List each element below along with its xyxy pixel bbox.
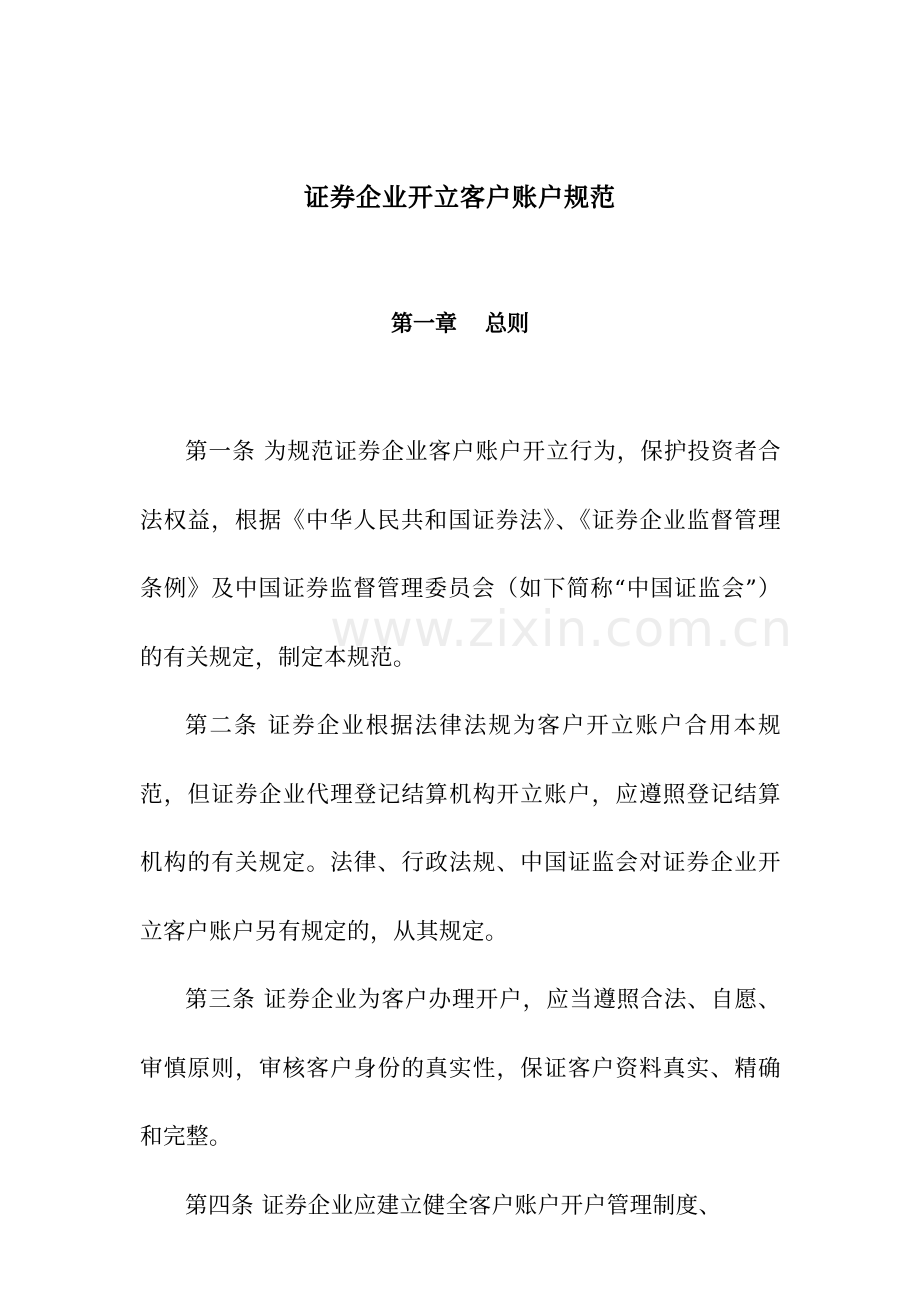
article-1-paragraph: 第一条 为规范证券企业客户账户开立行为，保护投资者合法权益，根据《中华人民共和国证券法》、《证券企业监督管理条例》及中国证券监督管理委员会（如下简称“中国证监会”）的有关规定，制定本规范。 <box>140 439 781 671</box>
article-2-paragraph: 第二条 证券企业根据法律法规为客户开立账户合用本规范，但证券企业代理登记结算机构开立账户，应遵照登记结算机构的有关规定。法律、行政法规、中国证监会对证券企业开立客户账户另有规定的，从其规定。 <box>140 713 781 945</box>
document-title: 证券企业开立客户账户规范 <box>303 183 616 212</box>
watermark: www.zixin.com.cn <box>330 600 794 658</box>
chapter-heading <box>0 305 920 345</box>
chapter-label: 第一章 <box>390 312 457 337</box>
document-body <box>140 418 781 1240</box>
article-3-paragraph: 第三条 证券企业为客户办理开户，应当遵照合法、自愿、审慎原则，审核客户身份的真实性，保证客户资料真实、精确和完整。 <box>140 987 781 1150</box>
chapter-name: 总则 <box>485 312 530 337</box>
article-4-paragraph: 第四条 证券企业应建立健全客户账户开户管理制度、 <box>185 1192 722 1219</box>
